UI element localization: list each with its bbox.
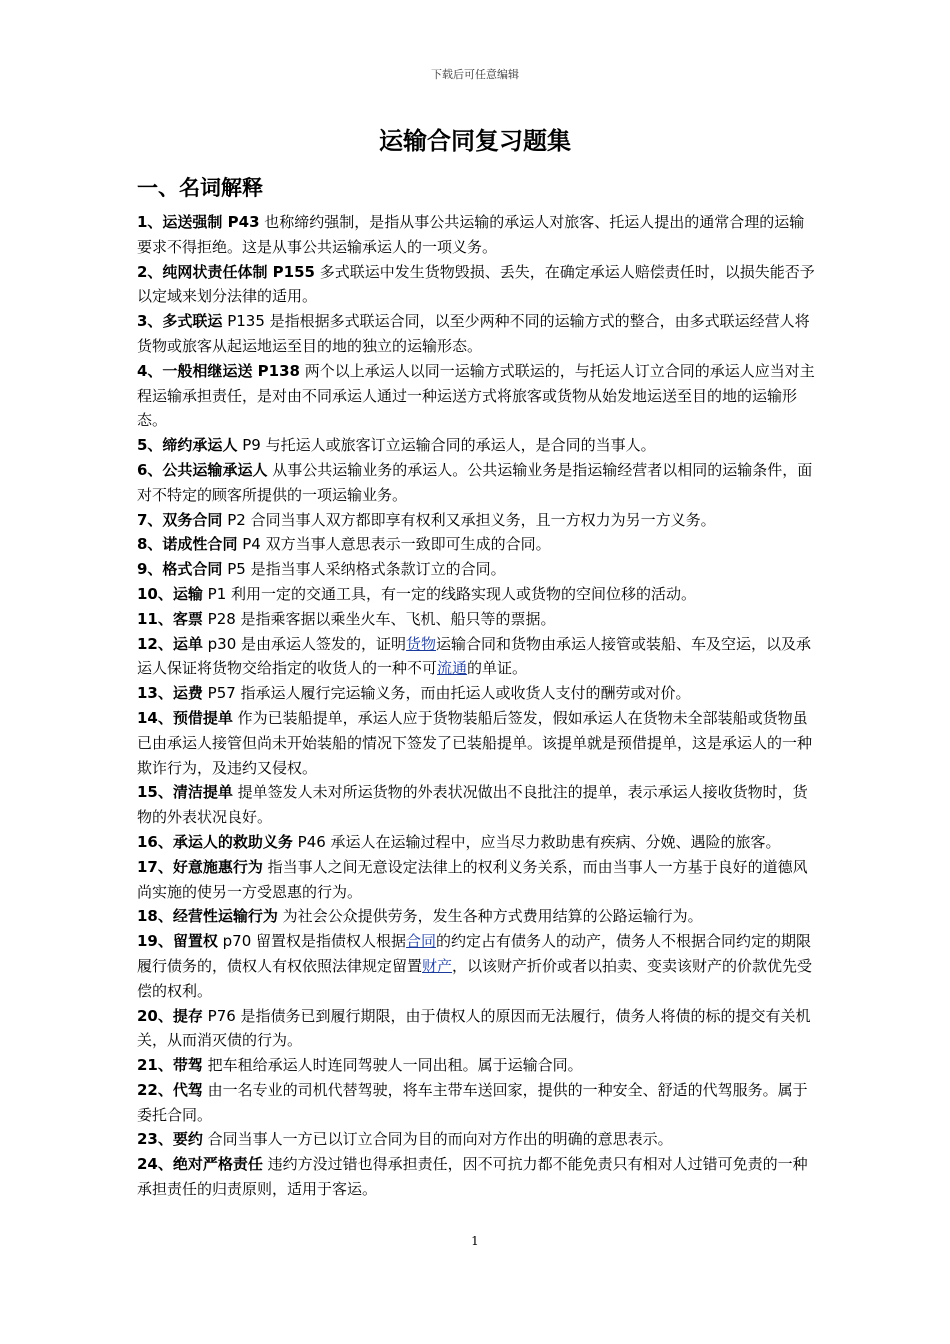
definition-text: 提单签发人未对所运货物的外表状况做出不良批注的提单，表示承运人接收货物时，货物的外表状况良好。	[137, 783, 808, 827]
definition-text: 两个以上承运人以同一运输方式联运的，与托运人订立合同的承运人应当对主程运输承担责任，是对由不同承运人通过一种运送方式将旅客或货物从始发地运送至目的地的运输形态。	[137, 361, 815, 430]
definition-entry	[137, 1078, 817, 1128]
definition-term: 19、留置权	[137, 932, 218, 951]
definition-entry	[137, 1152, 817, 1202]
definition-entry	[137, 1053, 817, 1078]
definition-term: 11、客票	[137, 609, 203, 628]
definition-text: P4 双方当事人意思表示一致即可生成的合同。	[237, 535, 551, 554]
definition-term: 9、格式合同	[137, 560, 223, 579]
definition-text: 运输合同和货物由承运人接管或装船、车及空运，以及承运人保证将货物交给指定的收货人的一种不可	[137, 634, 812, 678]
definition-term: 1、运送强制 P43	[137, 213, 260, 231]
definition-text: P57 指承运人履行完运输义务，而由托运人或收货人支付的酬劳或对价。	[202, 684, 691, 703]
definition-term: 15、清洁提单	[137, 783, 233, 802]
definition-text: P9 与托运人或旅客订立运输合同的承运人，是合同的当事人。	[237, 436, 656, 455]
definition-entry	[137, 929, 817, 1003]
definition-text: 指当事人之间无意设定法律上的权利义务关系，而由当事人一方基于良好的道德风尚实施的使另一方受恩惠的行为。	[137, 857, 808, 901]
definition-text: 从事公共运输业务的承运人。公共运输业务是指运输经营者以相同的运输条件，面对不特定的顾客所提供的一项运输业务。	[137, 460, 813, 504]
definition-entry	[137, 557, 817, 582]
definition-term: 7、双务合同	[137, 510, 223, 529]
hyperlink[interactable]: 财产	[422, 956, 453, 975]
section-heading: 一、名词解释	[137, 176, 263, 200]
definition-text: 违约方没过错也得承担责任，因不可抗力都不能免责只有相对人过错可免责的一种承担责任的归责原则，适用于客运。	[137, 1155, 808, 1199]
definition-entry	[137, 1127, 817, 1152]
definition-term: 10、运输	[137, 584, 203, 603]
definition-term: 22、代驾	[137, 1080, 203, 1099]
definition-text: 为社会公众提供劳务，发生各种方式费用结算的公路运输行为。	[277, 907, 703, 926]
definition-entry	[137, 607, 817, 632]
definition-term: 3、多式联运	[137, 312, 223, 331]
definition-entry	[137, 830, 817, 855]
definition-text: P76 是指债务已到履行期限，由于债权人的原因而无法履行，债务人将债的标的提交有关机关，从而消灭债的行为。	[137, 1006, 811, 1050]
hyperlink[interactable]: 合同	[406, 932, 437, 951]
definition-text: ，以该财产折价或者以拍卖、变卖该财产的价款优先受偿的权利。	[137, 956, 813, 1000]
definition-text: 也称缔约强制，是指从事公共运输的承运人对旅客、托运人提出的通常合理的运输要求不得拒绝。这是从事公共运输承运人的一项义务。	[137, 213, 805, 256]
definition-term: 12、运单	[137, 634, 203, 653]
definition-term: 13、运费	[137, 684, 203, 703]
definition-term: 4、一般相继运送 P138	[137, 361, 300, 380]
definition-entry	[137, 309, 817, 359]
definition-entry	[137, 433, 817, 458]
definition-text: P5 是指当事人采纳格式条款订立的合同。	[222, 560, 506, 579]
definition-entry	[137, 780, 817, 830]
definition-text: P46 承运人在运输过程中，应当尽力救助患有疾病、分娩、遇险的旅客。	[292, 832, 781, 851]
definition-term: 8、诺成性合同	[137, 535, 238, 554]
definition-entry	[137, 904, 817, 929]
definition-entry	[137, 210, 817, 260]
definition-term: 24、绝对严格责任	[137, 1155, 263, 1174]
definition-entry	[137, 632, 817, 682]
definition-term: 21、带驾	[137, 1056, 203, 1075]
definition-entry	[137, 260, 817, 310]
definition-text: P135 是指根据多式联运合同，以至少两种不同的运输方式的整合，由多式联运经营人将货物或旅客从起运地运至目的地的独立的运输形态。	[137, 312, 810, 355]
definition-text: P28 是指乘客据以乘坐火车、飞机、船只等的票据。	[202, 609, 556, 628]
definition-entry	[137, 706, 817, 780]
definition-term: 14、预借提单	[137, 708, 233, 727]
definition-entry	[137, 458, 817, 508]
definition-text: 多式联运中发生货物毁损、丢失，在确定承运人赔偿责任时，以损失能否予以定域来划分法律的适用。	[137, 262, 815, 306]
definition-term: 5、缔约承运人	[137, 436, 238, 455]
definition-entry	[137, 359, 817, 433]
definition-text: 的约定占有债务人的动产，债务人不根据合同约定的期限履行债务的，债权人有权依照法律规定留置	[137, 932, 812, 975]
definition-text: 由一名专业的司机代替驾驶，将车主带车送回家，提供的一种安全、舒适的代驾服务。属于委托合同。	[137, 1080, 808, 1124]
definition-text: p70 留置权是指债权人根据	[217, 932, 407, 951]
definition-term: 23、要约	[137, 1130, 203, 1149]
definition-term: 2、纯网状责任体制 P155	[137, 262, 315, 281]
hyperlink[interactable]: 流通	[437, 659, 468, 678]
definition-term: 17、好意施惠行为	[137, 857, 263, 876]
hyperlink[interactable]: 货物	[406, 634, 437, 653]
definition-text: P2 合同当事人双方都即享有权利又承担义务，且一方权力为另一方义务。	[222, 510, 716, 529]
definition-term: 6、公共运输承运人	[137, 460, 268, 479]
definition-list	[137, 210, 817, 1202]
page-number: 1	[471, 1234, 479, 1248]
definition-entry	[137, 582, 817, 607]
document-title: 运输合同复习题集	[379, 127, 571, 155]
definition-entry	[137, 855, 817, 905]
definition-text: P1 利用一定的交通工具，有一定的线路实现人或货物的空间位移的活动。	[202, 584, 697, 603]
definition-term: 16、承运人的救助义务	[137, 832, 293, 851]
definition-entry	[137, 508, 817, 533]
definition-entry	[137, 681, 817, 706]
definition-text: p30 是由承运人签发的，证明	[202, 634, 407, 653]
definition-text: 合同当事人一方已以订立合同为目的而向对方作出的明确的意思表示。	[202, 1130, 673, 1149]
definition-term: 18、经营性运输行为	[137, 907, 278, 926]
definition-text: 作为已装船提单，承运人应于货物装船后签发，假如承运人在货物未全部装船或货物虽已由承运人接管但尚未开始装船的情况下签发了已装船提单。该提单就是预借提单，这是承运人的一种欺诈行为，及违约又侵权。	[137, 708, 813, 777]
definition-text: 的单证。	[467, 659, 528, 678]
definition-term: 20、提存	[137, 1006, 203, 1025]
definition-text: 把车租给承运人时连同驾驶人一同出租。属于运输合同。	[202, 1056, 583, 1075]
definition-entry	[137, 1004, 817, 1054]
definition-entry	[137, 532, 817, 557]
page-header: 下载后可任意编辑	[431, 68, 519, 81]
